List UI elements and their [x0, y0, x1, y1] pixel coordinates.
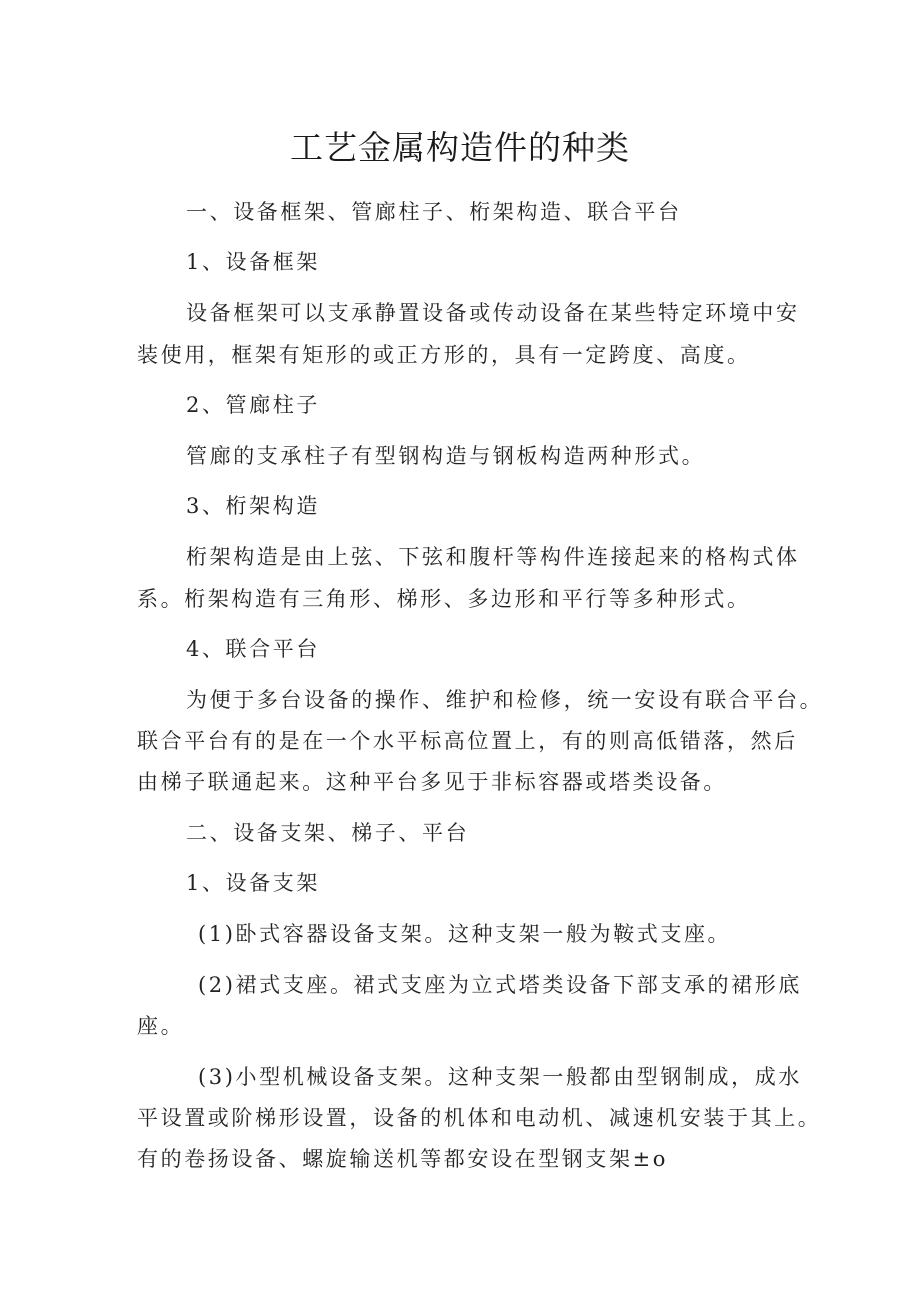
paragraph-line: 装使用，框架有矩形的或正方形的，具有一定跨度、高度。: [137, 343, 751, 367]
paragraph-line: 管廊的支承柱子有型钢构造与钢板构造两种形式。: [186, 444, 706, 468]
section-heading-1: 一、设备框架、管廊柱子、桁架构造、联合平台: [186, 200, 682, 224]
paragraph-line: 联合平台有的是在一个水平标高位置上，有的则高低错落，然后: [137, 729, 798, 753]
paragraph-line: 平设置或阶梯形设置，设备的机体和电动机、减速机安装于其上。: [137, 1106, 822, 1130]
paragraph-line: 由梯子联通起来。这种平台多见于非标容器或塔类设备。: [137, 770, 727, 794]
subsection-heading: 1、设备框架: [186, 250, 320, 274]
list-item: (1)卧式容器设备支架。这种支架一般为鞍式支座。: [198, 922, 732, 946]
list-item: (2)裙式支座。裙式支座为立式塔类设备下部支承的裙形底: [198, 973, 802, 997]
paragraph-line: 设备框架可以支承静置设备或传动设备在某些特定环境中安: [186, 301, 800, 325]
paragraph-line: 系。桁架构造有三角形、梯形、多边形和平行等多种形式。: [137, 587, 751, 611]
paragraph-line: 有的卷扬设备、螺旋输送机等都安设在型钢支架±o: [137, 1147, 669, 1171]
list-item: (3)小型机械设备支架。这种支架一般都由型钢制成，成水: [198, 1065, 802, 1089]
paragraph-line: 桁架构造是由上弦、下弦和腹杆等构件连接起来的格构式体: [186, 545, 800, 569]
subsection-heading: 3、桁架构造: [186, 494, 320, 518]
subsection-heading: 4、联合平台: [186, 637, 320, 661]
paragraph-line: 为便于多台设备的操作、维护和检修，统一安设有联合平台。: [186, 688, 824, 712]
section-heading-2: 二、设备支架、梯子、平台: [186, 821, 470, 845]
paragraph-line: 座。: [137, 1014, 185, 1038]
document-title: 工艺金属构造件的种类: [290, 128, 630, 167]
subsection-heading: 2、管廊柱子: [186, 393, 320, 417]
subsection-heading: 1、设备支架: [186, 871, 320, 895]
